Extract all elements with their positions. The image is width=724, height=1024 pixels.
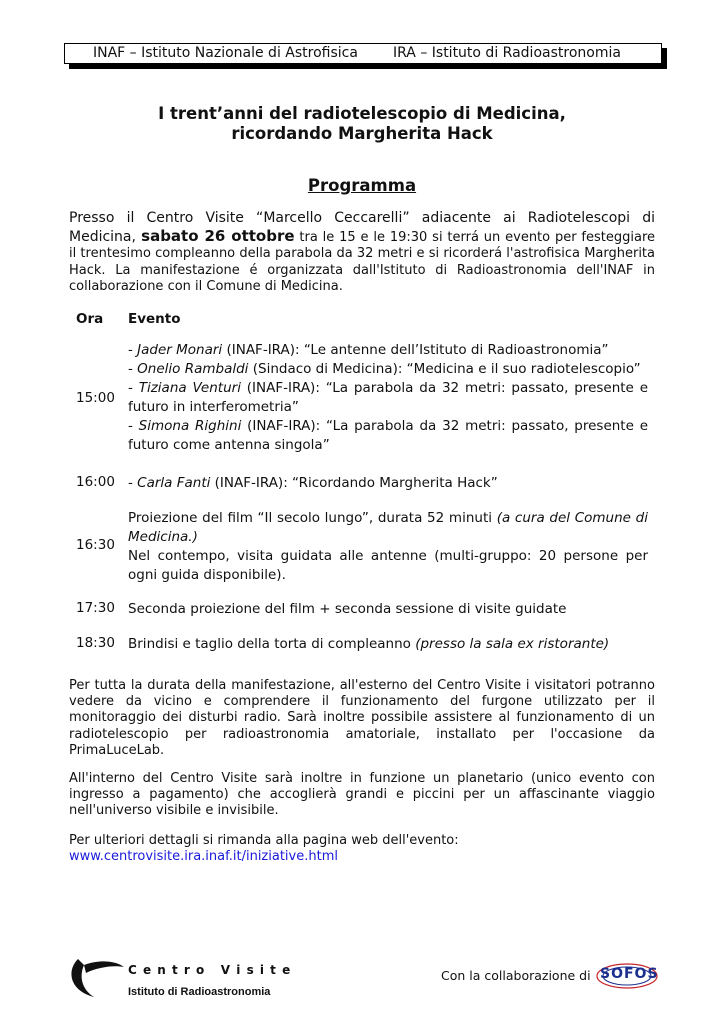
details-text: Per ulteriori dettagli si rimanda alla pagina web dell'evento: [69, 833, 459, 848]
dash: - [128, 418, 139, 434]
row-time-1630: 16:30 [76, 537, 115, 553]
sofos-logo [594, 960, 660, 996]
intro-date: sabato 26 ottobre [141, 226, 295, 245]
dash: - [128, 342, 138, 358]
page-subtitle: Programma [307, 176, 417, 195]
toast-location: (presso la sala ex ristorante) [415, 636, 610, 652]
speaker-name: Carla Fanti [137, 475, 211, 491]
row-time-1600: 16:00 [76, 474, 115, 490]
speaker-name: Jader Monari [137, 342, 223, 358]
title-line1: I trent’anni del radiotelescopio di Medicina, [158, 104, 566, 123]
dash: - [128, 380, 139, 396]
speaker-name: Onelio Rambaldi [137, 361, 249, 377]
row-event-1630 [128, 509, 648, 585]
talk-item [128, 360, 648, 379]
row-event-1830 [128, 635, 648, 654]
talk-info: (INAF-IRA): “La parabola da 32 metri: passato, presente e futuro in interferometria” [128, 380, 649, 415]
header-box [64, 43, 662, 64]
row-time-1830: 18:30 [76, 635, 115, 651]
logo-centro-visite: C e n t r o V i s i t e [128, 963, 292, 977]
intro-text-2: tra le 15 e le 19:30 si terrá un evento per festeggiare il trentesimo compleanno della parabola da 32 metri e si ricorderá l'astrofisica Margherita Hack. La manifestazione é organizzata dall'Istituto di Radioastronomia dell'INAF in collaborazione con il Comune di Medicina. [69, 229, 655, 294]
row-event-1730: Seconda proiezione del film + seconda sessione di visite guidate [128, 601, 567, 617]
sofos-wordmark: SOFOS [600, 966, 659, 982]
title-line2: ricordando Margherita Hack [231, 124, 493, 143]
film-screening [128, 509, 648, 547]
talk-item [128, 379, 648, 417]
intro-text-1: Presso il Centro Visite “Marcello Ceccarelli” adiacente ai Radiotelescopi di Medicina, [69, 210, 655, 245]
paragraph-planetarium: All'interno del Centro Visite sarà inoltre in funzione un planetario (unico evento con ingresso a pagamento) che accoglierà grandi e piccini per un affascinante viaggio nell'universo visibile e invisibile. [69, 771, 655, 819]
row-event-1500 [128, 341, 648, 455]
row-event-1600 [128, 474, 648, 493]
dash: - [128, 475, 138, 491]
intro-paragraph [69, 210, 655, 296]
speaker-name: Simona Righini [138, 418, 242, 434]
row-time-1500: 15:00 [76, 390, 115, 406]
paragraph-details [69, 833, 655, 865]
film-credit: (a cura del Comune di Medicina.) [128, 510, 648, 545]
collaboration-text: Con la collaborazione di [441, 968, 591, 983]
film-text: Proiezione del film “Il secolo lungo”, durata 52 minuti [128, 510, 497, 526]
speaker-name: Tiziana Venturi [138, 380, 241, 396]
toast-text: Brindisi e taglio della torta di compleanno [128, 636, 416, 652]
dash: - [128, 361, 138, 377]
column-header-time: Ora [76, 311, 104, 327]
talk-item [128, 417, 648, 455]
talk-info: (INAF-IRA): “La parabola da 32 metri: passato, presente e futuro come antenna singola” [128, 418, 648, 453]
guided-tour: Nel contempo, visita guidata alle antenne (multi-gruppo: 20 persone per ogni guida disponibile). [128, 548, 648, 583]
talk-info: (INAF-IRA): “Le antenne dell’Istituto di Radioastronomia” [222, 342, 609, 358]
talk-info: (INAF-IRA): “Ricordando Margherita Hack” [210, 475, 498, 491]
header-inaf: INAF – Istituto Nazionale di Astrofisica [93, 45, 358, 61]
logo-istituto: Istituto di Radioastronomia [128, 986, 271, 998]
event-link[interactable]: www.centrovisite.ira.inaf.it/iniziative.html [69, 849, 338, 865]
column-header-event: Evento [128, 311, 181, 327]
paragraph-outdoor: Per tutta la durata della manifestazione, all'esterno del Centro Visite i visitatori potranno vedere da vicino e comprendere il funzionamento del furgone utilizzato per il monitoraggio dei disturbi radio. Sarà inoltre possibile assistere al funzionamento di un radiotelescopio per radioastronomia amatoriale, installato per l'occasione da PrimaLuceLab. [69, 678, 655, 758]
header-ira: IRA – Istituto di Radioastronomia [393, 45, 621, 61]
centro-visite-logo [70, 955, 290, 1005]
talk-info: (Sindaco di Medicina): “Medicina e il suo radiotelescopio” [248, 361, 641, 377]
talk-item [128, 341, 648, 360]
row-time-1730: 17:30 [76, 600, 115, 616]
